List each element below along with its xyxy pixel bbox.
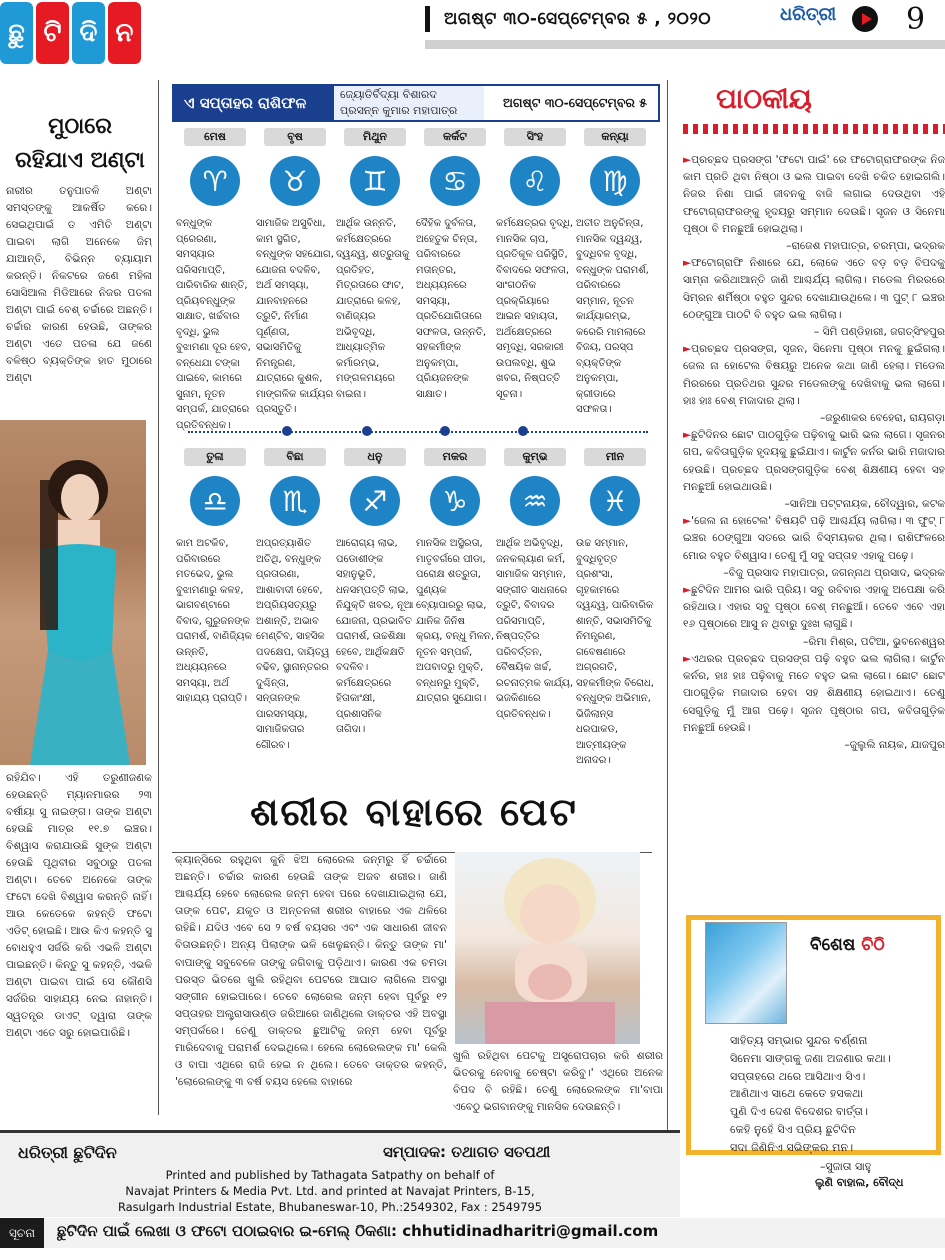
reader-letter-signature: –ଜୁଲୁଲି ନାୟକ, ଯାଜପୁର: [844, 738, 945, 751]
special-letter-title-a: ବିଶେଷ: [810, 935, 856, 955]
poem-line: କେହି ନୁହେଁ ସିଏ ପ୍ରିୟ ଛୁଟିଦିନ: [730, 1122, 856, 1136]
issue-dateline: ଅଗଷ୍ଟ ୩୦-ସେପ୍ଟେମ୍ବର ୫ , ୨୦୨୦: [425, 6, 774, 32]
bullet-arrow-icon: ►: [683, 343, 692, 356]
reader-letter-text: ଛୁଟିଦିନର ଛୋଟ ପାଠଗୁଡ଼ିକ ପଢ଼ିବାକୁ ଭାରି ଭଲ ଲାଗେ। ସୃଜନର ଗପ, କବିତାଗୁଡ଼ିକ ହୃଦୟକୁ ଛୁଇଁଯାଏ। କାର୍ଟୁନ କର୍ନର ଭାରି ମଜାଦାର ହେଉଛି। ପ୍ରଚ୍ଛଦ ପ୍ରସଙ୍ଗଗୁଡ଼ିକ ବେଶ୍ ଶିକ୍ଷଣୀୟ ହେବା ସହ ମନଛୁଆଁ ହୋଇଥାଉଛି।: [683, 429, 945, 493]
header-rule: [425, 40, 945, 49]
zodiac-sign-name: ମିଥୁନ: [344, 128, 406, 146]
zodiac-sign: [176, 448, 254, 707]
rashifal-header: [172, 84, 660, 122]
publication-logo: [0, 2, 141, 64]
zodiac-icon: ♋: [430, 156, 480, 206]
zodiac-sign-name: ତୁଳା: [184, 448, 246, 466]
zodiac-sign-name: ମୀନ: [584, 448, 646, 466]
logo-letter: ନ: [108, 2, 141, 64]
zodiac-forecast: ଦୈହିକ ଦୁର୍ବଳତା, ଅହେତୁକ ଚିନ୍ତା, ପରିବାରରେ ମତାନ୍ତର, ଅଧ୍ୟୟନରେ ସମସ୍ୟା, ପ୍ରତିଯୋଗିତାରେ ସଫଳତା, ଉନ୍ନତି, ସହକର୍ମୀଙ୍କ ଅନୁକମ୍ପା, ପ୍ରିୟଜନଙ୍କ ସାକ୍ଷାତ।: [416, 218, 487, 400]
notice-label: ସୂଚନା: [0, 1218, 44, 1248]
reader-letter: [683, 513, 945, 582]
reader-letter-signature: –ରାଜେଶ ମହାପାତ୍ର, ଚରମ୍ପା, ଭଦ୍ରକ: [786, 240, 945, 253]
zodiac-row-2: [172, 448, 656, 768]
article-body-left: କ୍ୟାନ୍ସିରେ ରହୁଥିବା କୁନି ଝିଅ ଲୋରେଲ ଜନ୍ମରୁ ହିଁ ଚର୍ଚ୍ଚାରେ ଅଛନ୍ତି। ଚର୍ଚ୍ଚାର କାରଣ ହେଉଛି ତାଙ୍କ ଅଜବ ଶରୀର। ଜାଣି ଆଶ୍ଚର୍ଯ୍ୟ ହେବେ ଲୋରେଲ ଜନ୍ମ ହେବା ପରେ ଦେଖାଯାଇଥିଲା ଯେ, ତାଙ୍କ ପେଟ, ଯକୃତ ଓ ଅନ୍ତନଳୀ ଶରୀର ବାହାରେ ଏକ ଥଳିରେ ରହିଛି। ଯଦିଓ ଏବେ ସେ ୨ ବର୍ଷ ବୟସର ଏବଂ ଏକ ସାଧାରଣ ଜୀବନ ବିତାଉଛନ୍ତି। ଅନ୍ୟ ପିଲାଙ୍କ ଭଳି ଖେଳୁଛନ୍ତି। କିନ୍ତୁ ତାଙ୍କ ମା' ବାପାଙ୍କୁ ସବୁବେଳେ ତାଙ୍କୁ ଜଗିବାକୁ ପଡ଼ିଥାଏ। କାରଣ ଏକ ଚମଡା ପରସ୍ତ ଭିତରେ ଖୁଲି ରହିଥିବା ପେଟରେ ଆଘାତ ଲାଗିଲେ ଅବସ୍ଥା ସଙ୍ଗୀନ ହୋଇପାରେ। ତେବେ ଲୋରେଲ ଜନ୍ମ ହେବା ପୂର୍ବରୁ ୧୨ ସପ୍ତାହର ଅଲ୍ଟ୍ରାସାଉଣ୍ଡ ଜରିଆରେ ଜାଣିଥିଲେ ଡାକ୍ତର ଏହି ଅବସ୍ଥା ସମ୍ପର୍କରେ। ତେଣୁ ଡାକ୍ତର ଛୁଆଟିକୁ ଜନ୍ମ ହେବା ପୂର୍ବରୁ ମାରିଦେବାକୁ ପରାମର୍ଶ ଦେଇଥିଲେ। ହେଲେ ଲୋରେଲଙ୍କ ମା' କେଲି ଓ ବାପା ଏଥିରେ ରାଜି ହେଇ ନ ଥିଲେ। ତେବେ ଡାକ୍ତର କହନ୍ତି, 'ଲୋରେଲଙ୍କୁ ୩ ବର୍ଷ ବୟସ ହେଲେ ବାହାରେ: [175, 854, 447, 1089]
bullet-arrow-icon: ►: [683, 652, 692, 665]
poem-line: ସିନେମା ସାଙ୍ଗକୁ ଜଣା ଅଜଣାର କଥା।: [730, 1051, 891, 1065]
zodiac-sign: [336, 448, 414, 738]
zodiac-forecast: କାମ ଅଟକିବ, ପରିବାରରେ ମତଭେଦ, ଭୁଲ ବୁଝାମଣାରୁ କଳହ, ଭାଗବଣ୍ଟାରେ ବିବାଦ, ଗୁରୁଜନଙ୍କ ପରାମର୍ଶ, ବାଣିଜ୍ୟିକ ଉନ୍ନତି, ଅଧ୍ୟୟନରେ ସମସ୍ୟା, ଅର୍ଥ ସାହାଯ୍ୟ ପ୍ରାପ୍ତି।: [176, 538, 252, 704]
zodiac-forecast: ମାନସିକ ଅସ୍ଥିରତା, ମାତୃବର୍ଗରେ ପୀଡା, ପରୋକ୍ଷ ଶତ୍ରୁତା, ପୁଣ୍ୟକ ବ୍ୟୋପାରରୁ ଲାଭ, ଯାନିକ ଜିନିଷ କ୍ରୟ, ବନ୍ଧୁ ମିଳନ, ନୂତନ ସମ୍ପର୍କ, ଅପବାଦରୁ ମୁକ୍ତି, ବନ୍ଧନରୁ ମୁକ୍ତି, ଯାତ୍ରାର ସୁଯୋଗ।: [416, 538, 495, 704]
poem-line: ସଦା ଜିଣିନିଏ ସଭିଙ୍କର ମନ।: [730, 1140, 854, 1154]
bullet-arrow-icon: ►: [683, 429, 692, 442]
left-article-title: [10, 110, 150, 178]
special-letter-poem: [730, 1032, 935, 1157]
brand-name: ଧରିତ୍ରୀ: [780, 4, 837, 25]
reader-letter-text: ଛୁଟିଦିନ ଆମର ଭାରି ପ୍ରିୟ। ସବୁ ରବିବାର ଏହାକୁ ଅପେକ୍ଷା କରି ରହିଥାଉ। ଏହାର ସବୁ ପୃଷ୍ଠା ବେଶ୍ ମନଛୁଆଁ। ତେବେ ଏବେ ଏହା ୧୬ ପୃଷ୍ଠାରେ ଆସୁ ନ ଥିବାରୁ ଦୁଃଖ ଲାଗୁଛି।: [683, 584, 945, 631]
zodiac-icon: ♐: [350, 476, 400, 526]
special-letter-title: [810, 935, 885, 955]
zodiac-forecast: ଆର୍ଥିକ ଉନ୍ନତି, କର୍ମକ୍ଷେତ୍ରରେ ଦ୍ୱନ୍ଦ୍ୱ, ଶତ୍ରୁତାକୁ ପ୍ରତିହତ, ମିତ୍ରତାରେ ଫାଟ, ଯାତ୍ରାରେ କଳହ, ବାଣିଜ୍ୟର ଅଭିବୃଦ୍ଧି, ଆଧ୍ୟାତ୍ମିକ କର୍ମାରମ୍ଭ, ମଙ୍ଗଳମୟରେ ବାଇନା।: [336, 218, 410, 400]
zodiac-icon: ♍: [590, 156, 640, 206]
rashifal-date: ଅଗଷ୍ଟ ୩୦-ସେପ୍ଟେମ୍ବର ୫: [503, 95, 647, 110]
zodiac-forecast: ସାମାଜିକ ଅସୁବିଧା, କାମ ସ୍ଥଗିତ, ବନ୍ଧୁଙ୍କ ସହଯୋଗ, ଯୋଜନା ବଦଳିବ, ଅର୍ଥ ସମସ୍ୟା, ଯାନବାହନରେ ତ୍ରୁଟି, ନିର୍ମାଣ ପୂର୍ଣ୍ଣତା, ସଭାସମିତିକୁ ନିମନ୍ତ୍ରଣ, ଯାତ୍ରାରେ କୁଶଳ, ମାଙ୍ଗଳିକ କାର୍ଯ୍ୟର ପ୍ରସ୍ତୁତି।: [256, 218, 334, 415]
footer-editor: ସମ୍ପାଦକ: ତଥାଗତ ସତପଥୀ: [383, 1143, 551, 1161]
zodiac-forecast: ବନ୍ଧୁଙ୍କ ପ୍ରେରଣା, ସମସ୍ୟାର ପରିସମାପ୍ତି, ପାରିବାରିକ ଶାନ୍ତି, ପ୍ରିୟବନ୍ଧୁଙ୍କ ସାକ୍ଷାତ, ଖର୍ଚ୍ଚବାର ବୃଦ୍ଧି, ଭୁଲ ବୁଝାମଣା ଦୂର ହେବ, ବନ୍ଧେଯା ଟଙ୍କା ପାଇବେ, କାମରେ ସୁନାମ, ନୂତନ ସମ୍ପର୍କ, ଯାତ୍ରାରେ ପ୍ରତିବନ୍ଧକ।: [176, 218, 251, 431]
zodiac-sign-name: ମକର: [424, 448, 486, 466]
bullet-arrow-icon: ►: [683, 154, 692, 166]
zodiac-forecast: କର୍ମକ୍ଷେତ୍ରର ବୃଦ୍ଧି, ମାନସିକ ଚାପ, ପ୍ରତିକୂଳ ପରିସ୍ଥିତି, ବିବାଦରେ ସଫଳତା, ସାଂଗଠନିକ ପ୍ରକ୍ରିୟାରେ ଆଇନ ସହାୟତା, ଅର୍ଥକ୍ଷେତ୍ରରେ ସମୃଦ୍ଧି, ସରକାରୀ ଉପଲବ୍ଧି, ଶୁଭ ଖବର, ନିଷ୍ପତ୍ତି ସୂଚନା।: [496, 218, 574, 400]
woman-photo: [0, 420, 146, 765]
rashifal-title: ଏ ସପ୍ତାହର ରାଶିଫଳ: [174, 86, 334, 120]
separator-dot: [282, 426, 292, 436]
zodiac-sign-name: କର୍କଟ: [424, 128, 486, 146]
zodiac-sign: [576, 128, 654, 418]
reader-letter-text: 'ଜେଲ ନା ହୋଟେଲ' ବିଷୟଟି ପଢ଼ି ଆଶ୍ଚର୍ଯ୍ୟ ଲାଗିଲା। ୩ ଫୁଟ୍ ୮ ଇଞ୍ଚର ଠେଙ୍ଗୁଆ ସତରେ ଭାରି ବିସ୍ମୟକର ଥିଲା। ରାଶିଫଳରେ ମୋର ବହୁତ ବିଶ୍ୱାସ। ତେଣୁ ମୁଁ ସବୁ ସପ୍ତାହ ଏହାକୁ ପଢ଼େ।: [683, 515, 945, 562]
reader-letter-signature: – ସିମି ପଣ୍ଡିହାରୀ, ଜଗତ୍‌ସିଂହପୁର: [813, 326, 945, 339]
reader-letter: [683, 255, 945, 341]
article-headline: ଶରୀର ବାହାରେ ପେଟ: [250, 790, 578, 834]
left-title-line1: ମୁଠାରେ: [48, 114, 112, 139]
logo-letter: ଟି: [36, 2, 69, 64]
zodiac-sign: [496, 448, 574, 722]
left-article-para2: ରହିଯିବ। ଏହି ତରୁଣୀଜଣକ ହେଉଛନ୍ତି ମ୍ୟାନମାରର ୨୩ ବର୍ଷୀୟା ସୁ ନାଇଙ୍ଗ। ତାଙ୍କ ଅଣ୍ଟା ହେଉଛି ମାତ୍ର ୧୧.୭ ଇଞ୍ଚର। ବିଶ୍ୱାସ କରାଯାଉଛି ସୁଙ୍କ ଅଣ୍ଟା ହେଉଛି ପୃଥିବୀର ସବୁଠାରୁ ପତଳା ଅଣ୍ଟା। ତେବେ ଅନେକେ ତାଙ୍କ ଫଟୋ ଦେଖି ବିଶ୍ୱାସ କରନ୍ତି ନାହିଁ। ଆଉ କେତେକେ କହନ୍ତି ଫଟୋ ଏଡିଟ୍ ହୋଇଛି। ଆଉ କିଏ କହନ୍ତି ସୁ ବୋଧହୁଏ ସର୍ଜରି କରି ଏଭଳି ଅଣ୍ଟା ପାଇଛନ୍ତି। କିନ୍ତୁ ସୁ କହନ୍ତି, ଏଭଳି ଅଣ୍ଟା ପାଇବା ପାଇଁ ସେ କୌଣସି ସର୍ଜରିର ସାହାଯ୍ୟ ନେଇ ନାହାନ୍ତି। ସ୍ୱତନ୍ତ୍ର ଡାଏଟ୍ ଦ୍ୱାରା ତାଙ୍କ ଅଣ୍ଟା ଏତେ ସରୁ ହୋଇପାରିଛି।: [6, 772, 152, 1039]
page-number: 9: [906, 2, 926, 37]
zodiac-icon: ♎: [190, 476, 240, 526]
reader-letter-signature: –ଜରୁଣାକର ବେହେରା, ରାୟଗଡ଼ା: [819, 412, 945, 425]
article-body-right: ଖୁଲି ରହିଥିବା ପେଟକୁ ଅସ୍ତ୍ରୋପଚାର କରି ଶରୀର ଭିତରକୁ ନେବାକୁ ଚେଷ୍ଟା କରିବୁ।' ଏଥିରେ ଅନେକ ବିପଦ ବି ରହିଛି। ତେଣୁ ଲୋରେଲଙ୍କ ମା'ବାପା ଏବେଠୁ ଭଗବାନଙ୍କୁ ମାନସିକ ଦେଉଛନ୍ତି।: [453, 1050, 663, 1114]
zodiac-icon: ♈: [190, 156, 240, 206]
separator-dot: [440, 426, 450, 436]
rashifal-author: [334, 86, 484, 120]
special-letter-place: ଲୁଣି ବାହାଲ, ବୌଦ୍ଧ: [815, 1176, 904, 1189]
zodiac-forecast: ଅତୀତ ଅନୁଚିନ୍ତା, ମାନସିକ ଦ୍ୱନ୍ଦ୍ୱ, ବୁଦ୍ଧିବଳ ବୃଦ୍ଧି, ବନ୍ଧୁଙ୍କ ପରାମର୍ଶ, ପରିବାରରେ ସମ୍ମାନ, ନୂତନ କାର୍ଯ୍ୟାରମ୍ଭ, କରେରି ମାମଲାରେ ବିଜୟ, ପରସ୍ପ ବ୍ୟକ୍ତିଙ୍କ ଅନୁକମ୍ପା, କ୍ରୀଡାରେ ସଫଳତା।: [576, 218, 649, 415]
left-title-line2: ରହିଯାଏ ଅଣ୍ଟା: [15, 148, 145, 173]
zodiac-forecast: ଉଚ୍ଚ ସମ୍ମାନ, ବୁଦ୍ଧିବୃତ୍ତ ପ୍ରଶଂସା, ଗୃହକାମରେ ଦ୍ୱନ୍ଦ୍ୱ, ପାରିବାରିକ ଶାନ୍ତି, ସଭାସମିତିକୁ ନିମନ୍ତ୍ରଣ, ଗବେଷଣାରେ ଅଗ୍ରଗତି, ସହକର୍ମୀଙ୍କ ବିରୋଧ, ବନ୍ଧୁଙ୍କ ଅଭିମାନ, ଭିଜିଲାନ୍ସ ଧରପାକଡ, ଆତ୍ମୀୟଙ୍କ ଅନାଦର।: [576, 538, 654, 766]
zodiac-forecast: ଆର୍ଥିକ ଅଭିବୃଦ୍ଧି, ଜନକଲ୍ୟାଣ କର୍ମ, ସାମାଜିକ ସମ୍ମାନ, ସଙ୍ଗୀତ ସାଧନାରେ ତ୍ରୁଟି, ବିବାଦର ପରିସମାପ୍ତି, ନିଷ୍ପତ୍ତିର ପରିବର୍ତ୍ତନ, ବୈଷୟିକ ଖର୍ଚ୍ଚ, ରଚନାତ୍ମକ କାର୍ଯ୍ୟ, ଭଜକିଣାରେ ପ୍ରତିବନ୍ଧକ।: [496, 538, 574, 720]
letters-title: ପାଠକୀୟ: [716, 82, 812, 115]
author-designation: ଜ୍ୟୋତିର୍ବିଦ୍ୟା ବିଶାରଦ: [340, 88, 437, 101]
column-divider-left: [158, 80, 159, 1115]
zodiac-icon: ♏: [270, 476, 320, 526]
zodiac-sign-name: ବୃଷ: [264, 128, 326, 146]
printer-line-2: Navajat Printers & Media Pvt. Ltd. and printed at Navajat Printers, B-15,: [125, 1184, 535, 1198]
bullet-arrow-icon: ►: [683, 257, 692, 270]
baby-photo: [455, 852, 640, 1044]
zodiac-icon: ♌: [510, 156, 560, 206]
reader-letter: [683, 341, 945, 427]
zodiac-forecast: ଅପ୍ରତ୍ୟାଶିତ ଅତିଥି, ବନ୍ଧୁଙ୍କ ପ୍ରତାରଣା, ଆଶାବାଦୀ ହେବେ, ଅପ୍ରିୟସତ୍ୟରୁ ଅଶାନ୍ତି, ଅଭାବ ମେଣ୍ଟିବ, ସାହସିକ ପଦକ୍ଷେପ, ଦାୟିତ୍ୱ ବଢିବ, ସ୍ଥାନାନ୍ତରର ଦୁଶ୍ଚିନ୍ତା, ସନ୍ତାନଙ୍କ ପାରସମସ୍ୟା, ସାମାଜିକତାର ଗୌରବ।: [256, 538, 330, 751]
play-icon: [852, 6, 878, 32]
zodiac-icon: ♓: [590, 476, 640, 526]
zodiac-sign: [416, 128, 494, 402]
reader-letter-signature: –ରିମା ମିଶ୍ର, ପଟିଆ, ଭୁବନେଶ୍ୱର: [803, 635, 945, 648]
zodiac-sign: [576, 448, 654, 769]
masthead: [0, 0, 945, 68]
special-letter-title-b: ଚିଠି: [861, 935, 885, 955]
poem-line: ପୁଣି ଦିଏ ଦେଶ ବିଦେଶର ବାର୍ତ୍ତା।: [730, 1105, 869, 1119]
author-name: ପ୍ରସନ୍ନ କୁମାର ମହାପାତ୍ର: [340, 104, 458, 117]
submission-email: ଛୁଟିଦିନ ପାଇଁ ଲେଖା ଓ ଫଟୋ ପଠାଇବାର ଇ-ମେଲ୍ ଠିକଣା: chhutidinadharitri@gmail.com: [57, 1222, 659, 1240]
printer-line-1: Printed and published by Tathagata Satpathy on behalf of: [165, 1168, 495, 1182]
zodiac-sign-name: କୁମ୍ଭ: [504, 448, 566, 466]
printer-details: [60, 1167, 600, 1215]
logo-letter: ଦି: [72, 2, 105, 64]
zodiac-row-1: [172, 128, 656, 431]
letters-stripe: [683, 124, 945, 134]
reader-letter-signature: –ବିଜୁ ପ୍ରସାଦ ମହାପାତ୍ର, ଜଗନ୍ନାଥ ପ୍ରସାଦ, ଭଦ୍ରକ: [723, 566, 945, 579]
poem-line: ସାହିତ୍ୟ ସମ୍ଭାର ସୁନ୍ଦର ବର୍ଣ୍ଣନା: [730, 1034, 868, 1047]
zodiac-sign-name: କନ୍ୟା: [584, 128, 646, 146]
column-divider-right: [667, 80, 668, 1130]
reader-letter-text: ପ୍ରଚ୍ଛଦ ପ୍ରସଙ୍ଗ, ସୃଜନ, ସିନେମା ପୃଷ୍ଠା ମନକୁ ଛୁଇଁଗଲା। ଜେଲ ନା ହୋଟେଲ ବିଷୟରୁ ଅନେକ କଥା ଜାଣି ହେଲା। ମଡେଲ ମିରରରେ ପ୍ରତିଥର ସୁନ୍ଦର ମଡେଲଙ୍କୁ ଦେଖିବାକୁ ଭଲ ଲାଗେ। ହାଃ ହାଃ ବେଶ୍ ମଜାଦାର ଥିଲା।: [683, 343, 945, 407]
footer-publication: ଧରିତ୍ରୀ ଛୁଟିଦିନ: [18, 1143, 117, 1162]
reader-letter: [683, 651, 945, 754]
zodiac-sign-name: ବିଛା: [264, 448, 326, 466]
zodiac-sign-name: ସିଂହ: [504, 128, 566, 146]
zodiac-sign: [176, 128, 254, 433]
reader-letter: [683, 582, 945, 651]
zodiac-forecast: ଆରୋଗ୍ୟ ଲାଭ, ପଡୋଶୀଙ୍କ ସହାନୁଭୂତି, ଧନସମ୍ପତ୍ତି ଲାଭ, ନିଯୁକ୍ତି ଖବର, ନୂଆ ଯୋଜନା, ପ୍ରଭାବିତ ପରାମର୍ଶ, ଉଚ୍ଚଶିକ୍ଷା ହେବେ, ଆର୍ଥିକକ୍ଷତି ବଦଳିବ। କର୍ମକ୍ଷେତ୍ରରେ ହିତାକାଂକ୍ଷୀ, ପ୍ରଶାସନିକ ତାଗିଦା।: [336, 538, 414, 735]
poem-line: ସପ୍ତାହରେ ଥରେ ଆସିଥାଏ ସିଏ।: [730, 1069, 866, 1083]
separator-dot: [518, 426, 528, 436]
zodiac-icon: ♊: [350, 156, 400, 206]
zodiac-sign: [496, 128, 574, 402]
zodiac-sign: [416, 448, 494, 707]
zodiac-icon: ♒: [510, 476, 560, 526]
zodiac-sign: [256, 448, 334, 753]
zodiac-icon: ♑: [430, 476, 480, 526]
left-article-para1: ନାରୀର ତନୁପାତଳି ଅଣ୍ଟା ସମସ୍ତଙ୍କୁ ଆକର୍ଷିତ କରେ। ସେଇଥିପାଇଁ ତ ଏମିତି ଅଣ୍ଟା ପାଇବା ଲାଗି ଅନେକେ ଜିମ୍ ଯାଆନ୍ତି, ବିଭିନ୍ନ ବ୍ୟାୟାମ କରନ୍ତି। ନିକଟରେ ଜଣେ ମହିଳା ସୋସିଆଲ ମିଡିଆରେ ନିଜର ପତଳା ଅଣ୍ଟା ପାଇଁ ବେଶ୍ ଚର୍ଚ୍ଚାରେ ଅଛନ୍ତି। ଚର୍ଚ୍ଚାର କାରଣ ହେଉଛି, ତାଙ୍କର ଅଣ୍ଟା ଏତେ ପତଳା ଯେ ଜଣେ ବଳିଷ୍ଠ ବ୍ୟକ୍ତିଙ୍କ ହାତ ମୁଠାରେ ଅଣ୍ଟା: [6, 185, 152, 384]
zodiac-separator: [188, 431, 648, 433]
reader-letter-text: ଫଟୋଗ୍ରାଫି ନିଶାରେ ଯେ, ଲୋକେ ଏତେ ବଡ଼ ବଡ଼ ବିପଦକୁ ସାମ୍ନା କରିଥାଆନ୍ତି ଜାଣି ଆଶ୍ଚର୍ଯ୍ୟ ଲାଗିଲା। ମଡେଲ ମିରରରେ ସିମ୍ରନ ଶର୍ମିଷ୍ଠା ବହୁତ ସୁନ୍ଦର ଦେଖାଯାଉଥିଲେ। ୩ ପୁଟ୍ ୮ ଇଞ୍ଚର ଠେଙ୍ଗୁଆ ପାଠଟି ବି ବହୁତ ଭଲ ଲାଗିଲା।: [683, 257, 945, 321]
reader-letter-text: ପ୍ରଚ୍ଛଦ ପ୍ରସଙ୍ଗ 'ଫଟୋ ପାଇଁ' ରେ ଫଟୋଗ୍ରାଫରଙ୍କ ନିଜ କାମ ପ୍ରତି ଥିବା ନିଷ୍ଠା ଓ ଭଲ ପାଇବା ଦେଖି ଚକିତ ହୋଇଗଲି। ନିଜର ନିଶା ପାଇଁ ଜୀବନକୁ ବାଜି ଲଗାଇ ଦେଉଥିବା ଏହି ଫଟୋଗ୍ରାଫରଙ୍କୁ ହୃଦୟରୁ ସମ୍ମାନ ଦେଉଛି। ସୃଜନ ଓ ସିନେମା ପୃଷ୍ଠା ବି ମନଛୁଆଁ ହୋଇଥିଲା।: [683, 154, 945, 235]
reader-letter-text: ଏଥରର ପ୍ରଚ୍ଛଦ ପ୍ରସଙ୍ଗ ପଢ଼ି ବହୁତ ଭଲ ଲାଗିଲା। କାର୍ଟୁନ କର୍ନର, ହାଃ ହାଃ ପଢ଼ିବାକୁ ମତେ ବହୁତ ଭଲ ଲାଗେ। ଛୋଟ ଛୋଟ ପାଠଗୁଡ଼ିକ ମଜାଦାର ହେବା ସହ ଶିକ୍ଷଣୀୟ ହୋଇଥାଏ। ତେଣୁ ସେଗୁଡ଼ିକୁ ମୁଁ ଆଗ ପଢ଼େ। ସୃଜନ ପୃଷ୍ଠାର ଗପ, କବିତାଗୁଡ଼ିକ ମନଛୁଆଁ ହେଉଛି।: [683, 652, 945, 734]
zodiac-sign: [256, 128, 334, 418]
special-letter-signature: –ସୁଜାତା ସାହୁ: [820, 1160, 872, 1173]
magazine-cover-image: [705, 922, 787, 1024]
letters-list: [683, 152, 945, 892]
zodiac-sign-name: ଧନୁ: [344, 448, 406, 466]
bullet-arrow-icon: ►: [683, 584, 692, 597]
zodiac-sign: [336, 128, 414, 402]
reader-letter: [683, 427, 945, 513]
separator-dot: [362, 426, 372, 436]
printer-line-3: Rasulgarh Industrial Estate, Bhubaneswar-10, Ph.:2549302, Fax : 2549795: [117, 1200, 543, 1214]
zodiac-sign-name: ମେଷ: [184, 128, 246, 146]
bullet-arrow-icon: ►: [683, 515, 692, 528]
logo-letter: ଛୁ: [0, 2, 33, 64]
reader-letter-signature: –ସାନିଆ ପଟ୍ଟନାୟକ, ଚୌଦ୍ୱାର, କଟକ: [784, 498, 945, 511]
poem-line: ଆଣିଥାଏ ସାଥେ କେତେ ହସକଥା: [730, 1087, 864, 1101]
zodiac-icon: ♉: [270, 156, 320, 206]
reader-letter: [683, 152, 945, 255]
